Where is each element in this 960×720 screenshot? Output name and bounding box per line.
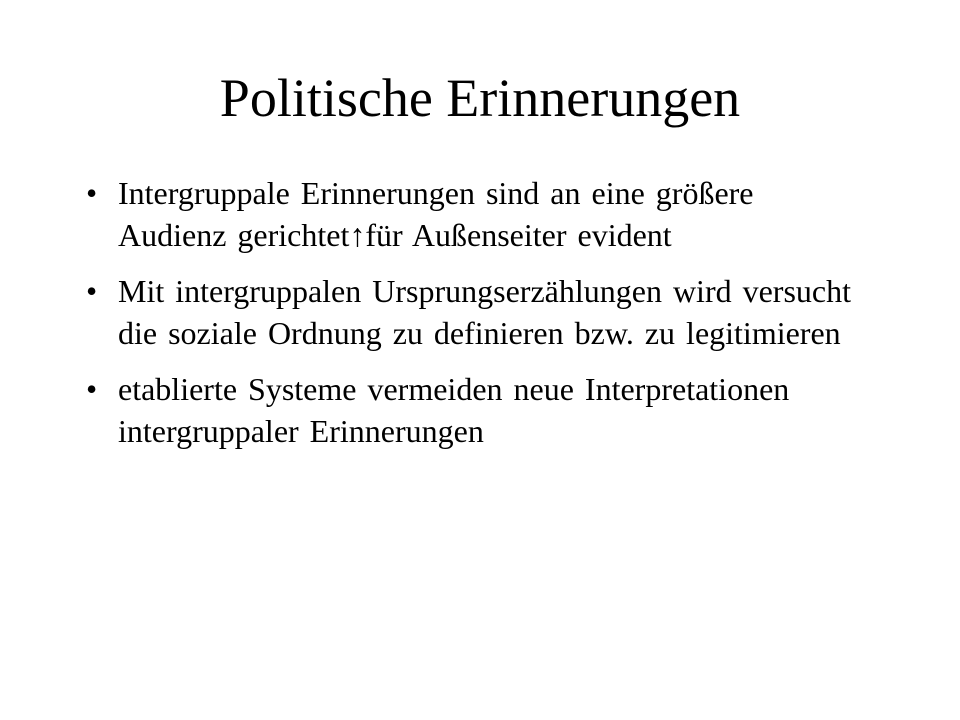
bullet-text: etablierte Systeme vermeiden neue Interpretationen intergruppaler Erinnerungen [118, 371, 790, 449]
bullet-list [86, 172, 866, 466]
bullet-text: Mit intergruppalen Ursprungserzählungen wird versucht die soziale Ordnung zu definieren bzw. zu legitimieren [118, 273, 851, 351]
slide-title: Politische Erinnerungen [219, 68, 741, 128]
bullet-marker: • [86, 371, 98, 407]
bullet-text: Intergruppale Erinnerungen sind an eine größere Audienz gerichtet↑für Außenseiter evident [118, 175, 754, 253]
bullet-item [86, 270, 866, 354]
bullet-marker: • [86, 175, 98, 211]
bullet-item [86, 368, 866, 452]
bullet-item [86, 172, 866, 256]
bullet-marker: • [86, 273, 98, 309]
